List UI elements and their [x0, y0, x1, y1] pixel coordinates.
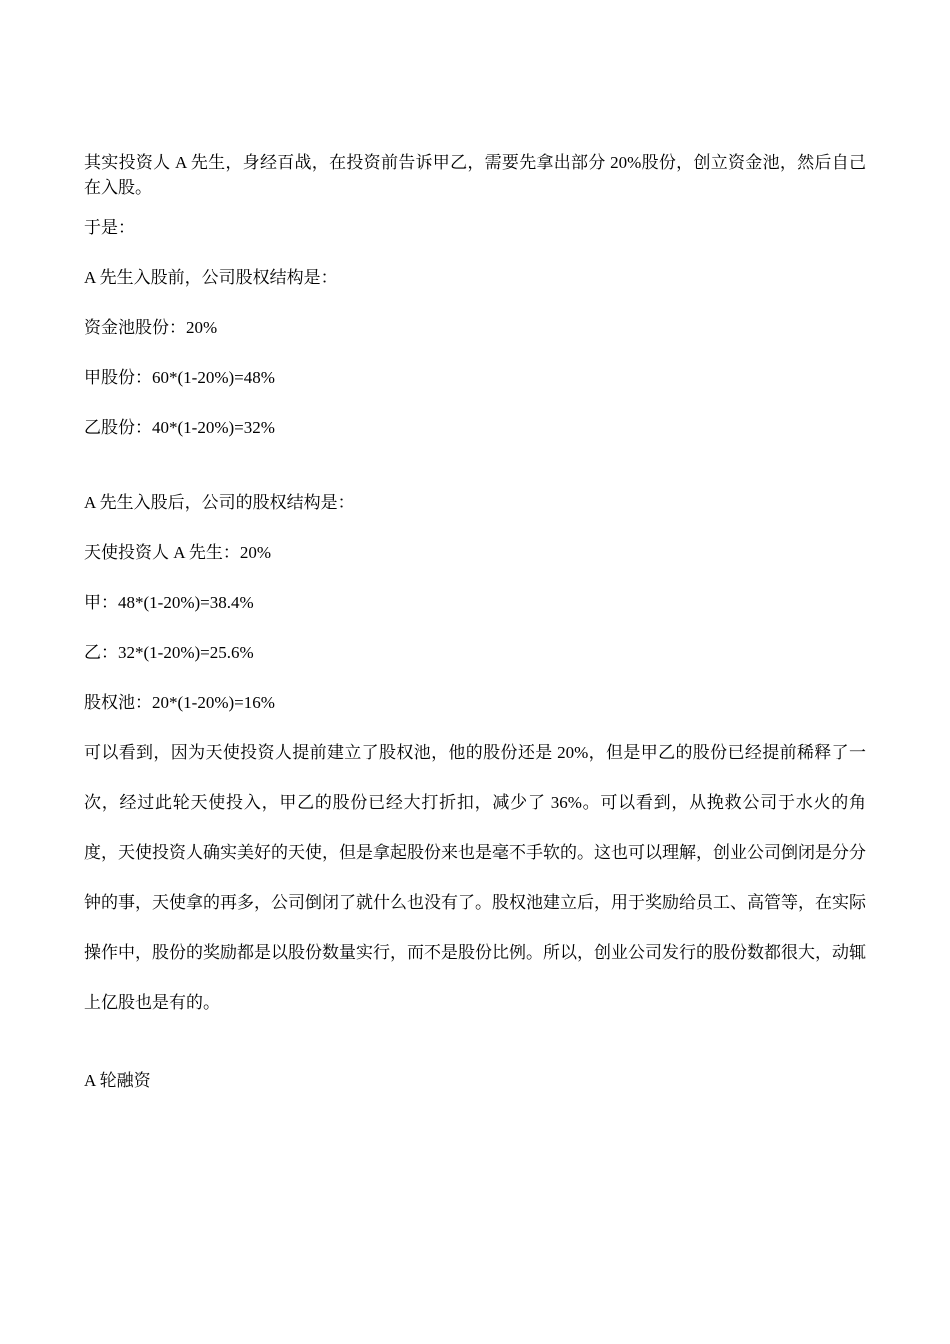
after-yi-line: 乙：32*(1-20%)=25.6% — [84, 643, 254, 662]
after-heading: A 先生入股后，公司的股权结构是： — [84, 493, 355, 512]
so-label: 于是： — [84, 218, 135, 237]
before-heading: A 先生入股前，公司股权结构是： — [84, 268, 338, 287]
after-pool-line: 股权池：20*(1-20%)=16% — [84, 693, 275, 712]
section-heading-a-round: A 轮融资 — [84, 1071, 151, 1090]
before-jia-line: 甲股份：60*(1-20%)=48% — [84, 368, 275, 387]
after-jia-line: 甲：48*(1-20%)=38.4% — [84, 593, 254, 612]
before-yi-line: 乙股份：40*(1-20%)=32% — [84, 418, 275, 437]
after-investor-line: 天使投资人 A 先生：20% — [84, 543, 271, 562]
intro-paragraph: 其实投资人 A 先生，身经百战，在投资前告诉甲乙，需要先拿出部分 20%股份，创立资金池，然后自己在入股。 — [84, 153, 866, 197]
analysis-paragraph: 可以看到，因为天使投资人提前建立了股权池，他的股份还是 20%，但是甲乙的股份已经提前稀释了一次，经过此轮天使投入，甲乙的股份已经大打折扣，减少了 36%。可以看到，从挽救公司于水火的角度，天使投资人确实美好的天使，但是拿起股份来也是毫不手软的。这也可以理解，创业公司倒闭是分分钟的事，天使拿的再多，公司倒闭了就什么也没有了。股权池建立后，用于奖励给员工、高管等，在实际操作中，股份的奖励都是以股份数量实行，而不是股份比例。所以，创业公司发行的股份数都很大，动辄上亿股也是有的。 — [84, 743, 866, 1012]
document-body — [84, 150, 866, 1093]
before-pool-line: 资金池股份：20% — [84, 318, 218, 337]
